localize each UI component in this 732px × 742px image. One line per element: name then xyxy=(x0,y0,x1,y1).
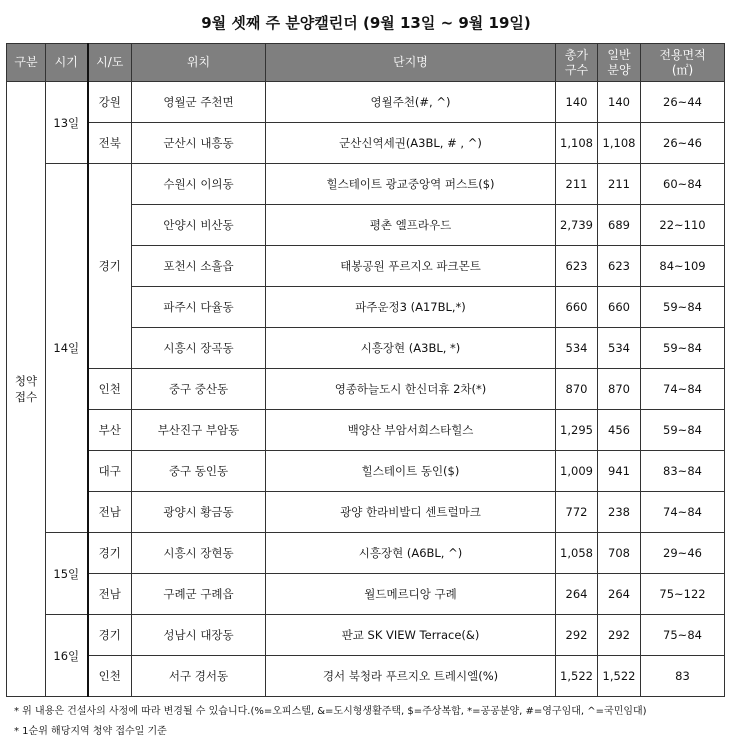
area-cell: 59~84 xyxy=(641,287,725,328)
complex-name-cell: 파주운정3 (A17BL,*) xyxy=(266,287,556,328)
page-title: 9월 셋째 주 분양캘린더 (9월 13일 ~ 9월 19일) xyxy=(201,14,531,32)
column-header: 위치 xyxy=(132,44,266,82)
area-cell: 29~46 xyxy=(641,533,725,574)
table-row xyxy=(7,574,725,615)
region-cell: 인천 xyxy=(88,369,132,410)
column-header: 시/도 xyxy=(88,44,132,82)
table-row xyxy=(7,164,725,205)
table-row xyxy=(7,451,725,492)
complex-name-cell: 백양산 부암서희스타힐스 xyxy=(266,410,556,451)
area-cell: 26~44 xyxy=(641,82,725,123)
region-cell: 전남 xyxy=(88,492,132,533)
total-units-cell: 534 xyxy=(556,328,598,369)
date-cell: 14일 xyxy=(46,164,88,533)
column-header: 전용면적 (㎡) xyxy=(641,44,725,82)
total-units-cell: 870 xyxy=(556,369,598,410)
column-header: 총가 구수 xyxy=(556,44,598,82)
complex-name-cell: 시흥장현 (A3BL, *) xyxy=(266,328,556,369)
general-sale-cell: 660 xyxy=(598,287,641,328)
table-row xyxy=(7,410,725,451)
total-units-cell: 660 xyxy=(556,287,598,328)
region-cell: 부산 xyxy=(88,410,132,451)
table-row xyxy=(7,82,725,123)
total-units-cell: 1,295 xyxy=(556,410,598,451)
total-units-cell: 1,522 xyxy=(556,656,598,697)
location-cell: 서구 경서동 xyxy=(132,656,266,697)
complex-name-cell: 광양 한라비발디 센트럴마크 xyxy=(266,492,556,533)
region-cell: 경기 xyxy=(88,164,132,369)
date-cell: 16일 xyxy=(46,615,88,697)
location-cell: 성남시 대장동 xyxy=(132,615,266,656)
complex-name-cell: 경서 북청라 푸르지오 트레시엘(%) xyxy=(266,656,556,697)
general-sale-cell: 1,522 xyxy=(598,656,641,697)
column-header: 일반 분양 xyxy=(598,44,641,82)
total-units-cell: 2,739 xyxy=(556,205,598,246)
complex-name-cell: 월드메르디앙 구례 xyxy=(266,574,556,615)
location-cell: 시흥시 장현동 xyxy=(132,533,266,574)
table-row xyxy=(7,615,725,656)
general-sale-cell: 708 xyxy=(598,533,641,574)
area-cell: 84~109 xyxy=(641,246,725,287)
location-cell: 광양시 황금동 xyxy=(132,492,266,533)
total-units-cell: 623 xyxy=(556,246,598,287)
area-cell: 59~84 xyxy=(641,328,725,369)
complex-name-cell: 군산신역세권(A3BL, # , ^) xyxy=(266,123,556,164)
table-row xyxy=(7,492,725,533)
general-sale-cell: 456 xyxy=(598,410,641,451)
column-header: 단지명 xyxy=(266,44,556,82)
table-row xyxy=(7,656,725,697)
location-cell: 구례군 구례읍 xyxy=(132,574,266,615)
schedule-table xyxy=(6,43,725,697)
area-cell: 74~84 xyxy=(641,369,725,410)
category-cell: 청약 접수 xyxy=(7,82,46,697)
complex-name-cell: 평촌 엘프라우드 xyxy=(266,205,556,246)
complex-name-cell: 힐스테이트 동인($) xyxy=(266,451,556,492)
area-cell: 75~84 xyxy=(641,615,725,656)
region-cell: 전남 xyxy=(88,574,132,615)
location-cell: 부산진구 부암동 xyxy=(132,410,266,451)
total-units-cell: 211 xyxy=(556,164,598,205)
general-sale-cell: 1,108 xyxy=(598,123,641,164)
total-units-cell: 292 xyxy=(556,615,598,656)
area-cell: 60~84 xyxy=(641,164,725,205)
table-row xyxy=(7,533,725,574)
location-cell: 영월군 주천면 xyxy=(132,82,266,123)
location-cell: 시흥시 장곡동 xyxy=(132,328,266,369)
column-header: 시기 xyxy=(46,44,88,82)
location-cell: 안양시 비산동 xyxy=(132,205,266,246)
general-sale-cell: 292 xyxy=(598,615,641,656)
total-units-cell: 264 xyxy=(556,574,598,615)
total-units-cell: 1,058 xyxy=(556,533,598,574)
header-row xyxy=(7,44,725,82)
complex-name-cell: 영월주천(#, ^) xyxy=(266,82,556,123)
general-sale-cell: 941 xyxy=(598,451,641,492)
notes xyxy=(14,702,647,742)
area-cell: 74~84 xyxy=(641,492,725,533)
location-cell: 수원시 이의동 xyxy=(132,164,266,205)
note-legend: * 위 내용은 건설사의 사정에 따라 변경될 수 있습니다.(%=오피스텔, &=도시형생활주택, $=주상복합, *=공공분양, #=영구임대, ^=국민임대) xyxy=(14,706,647,717)
location-cell: 중구 동인동 xyxy=(132,451,266,492)
area-cell: 22~110 xyxy=(641,205,725,246)
region-cell: 전북 xyxy=(88,123,132,164)
area-cell: 75~122 xyxy=(641,574,725,615)
region-cell: 강원 xyxy=(88,82,132,123)
general-sale-cell: 534 xyxy=(598,328,641,369)
general-sale-cell: 238 xyxy=(598,492,641,533)
area-cell: 26~46 xyxy=(641,123,725,164)
note-basis: * 1순위 해당지역 청약 접수일 기준 xyxy=(14,726,167,737)
general-sale-cell: 623 xyxy=(598,246,641,287)
general-sale-cell: 211 xyxy=(598,164,641,205)
area-cell: 59~84 xyxy=(641,410,725,451)
date-cell: 13일 xyxy=(46,82,88,164)
area-cell: 83 xyxy=(641,656,725,697)
column-header: 구분 xyxy=(7,44,46,82)
area-cell: 83~84 xyxy=(641,451,725,492)
general-sale-cell: 264 xyxy=(598,574,641,615)
table-row xyxy=(7,123,725,164)
region-cell: 경기 xyxy=(88,615,132,656)
location-cell: 포천시 소흘읍 xyxy=(132,246,266,287)
complex-name-cell: 시흥장현 (A6BL, ^) xyxy=(266,533,556,574)
complex-name-cell: 영종하늘도시 한신더휴 2차(*) xyxy=(266,369,556,410)
region-cell: 경기 xyxy=(88,533,132,574)
complex-name-cell: 힐스테이트 광교중앙역 퍼스트($) xyxy=(266,164,556,205)
complex-name-cell: 판교 SK VIEW Terrace(&) xyxy=(266,615,556,656)
general-sale-cell: 870 xyxy=(598,369,641,410)
location-cell: 군산시 내흥동 xyxy=(132,123,266,164)
location-cell: 중구 중산동 xyxy=(132,369,266,410)
date-cell: 15일 xyxy=(46,533,88,615)
location-cell: 파주시 다율동 xyxy=(132,287,266,328)
region-cell: 대구 xyxy=(88,451,132,492)
general-sale-cell: 689 xyxy=(598,205,641,246)
general-sale-cell: 140 xyxy=(598,82,641,123)
table-row xyxy=(7,369,725,410)
total-units-cell: 1,108 xyxy=(556,123,598,164)
total-units-cell: 1,009 xyxy=(556,451,598,492)
total-units-cell: 772 xyxy=(556,492,598,533)
total-units-cell: 140 xyxy=(556,82,598,123)
region-cell: 인천 xyxy=(88,656,132,697)
complex-name-cell: 태봉공원 푸르지오 파크몬트 xyxy=(266,246,556,287)
